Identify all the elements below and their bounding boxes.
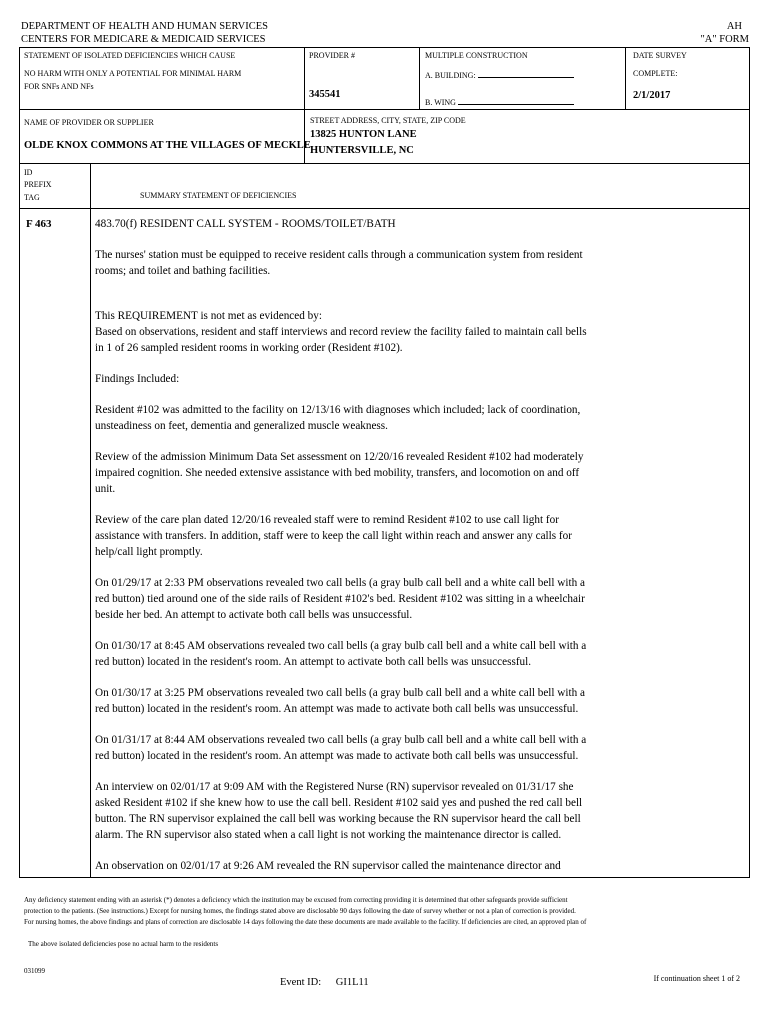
wing-label: B. WING (425, 98, 456, 107)
paragraph-observation-0131: On 01/31/17 at 8:44 AM observations revealed two call bells (a gray bulb call bell and a white call bell with a red button) located in the resident's room. An attempt was made to activate both call bells was unsuccessful. (95, 734, 587, 762)
complete-label: COMPLETE: (633, 69, 678, 78)
statement-label: STATEMENT OF ISOLATED DEFICIENCIES WHICH CAUSE (24, 51, 236, 60)
provider-label: PROVIDER # (309, 51, 356, 60)
border-right (749, 47, 750, 877)
paragraph-not-met: This REQUIREMENT is not met as evidenced by: Based on observations, resident and staff interviews and record review the facility failed to maintain call bells in 1 of 26 sampled resident rooms in working order (Resident #102). (95, 310, 587, 354)
id-label: ID (24, 168, 33, 177)
deficiency-body (95, 247, 743, 889)
address-label: STREET ADDRESS, CITY, STATE, ZIP CODE (310, 116, 466, 125)
statement-line-3: FOR SNFs AND NFs (24, 82, 94, 91)
deficiency-title: 483.70(f) RESIDENT CALL SYSTEM - ROOMS/TOILET/BATH (95, 218, 396, 230)
form-type: "A" FORM (700, 34, 749, 45)
agency-name: CENTERS FOR MEDICARE & MEDICAID SERVICES (21, 34, 266, 45)
disclaimer (24, 895, 744, 928)
provider-name-label: NAME OF PROVIDER OR SUPPLIER (24, 118, 154, 127)
continuation-note: If continuation sheet 1 of 2 (653, 974, 740, 983)
multiple-construction-label: MULTIPLE CONSTRUCTION (425, 51, 528, 60)
paragraph-interview: An interview on 02/01/17 at 9:09 AM with the Registered Nurse (RN) supervisor revealed on 01/31/17 she asked Resident #102 if she knew how to use the call bell. Resident #102 said yes and pushed the red call bell button. The RN supervisor explained the call bell was working because the RN supervisor heard the call bell alarm. The RN supervisor also stated when a call light is not working the maintenance director is called. (95, 781, 583, 841)
rule-top (19, 47, 750, 48)
wing-blank (458, 95, 574, 105)
event-id-value: GI1L11 (335, 977, 369, 988)
date-survey-label: DATE SURVEY (633, 51, 687, 60)
disclaimer-line-1: Any deficiency statement ending with an asterisk (*) denotes a deficiency which the institution may be excused from correcting providing it is determined that other safeguards provide sufficient (24, 896, 568, 904)
divider-date (625, 47, 626, 109)
form-number: 031099 (24, 967, 45, 975)
rule-row2-bottom (19, 163, 750, 164)
harm-note: The above isolated deficiencies pose no actual harm to the residents (28, 940, 219, 948)
divider-multiple (419, 47, 420, 109)
disclaimer-line-2: protection to the patients. (See instructions.) Except for nursing homes, the findings stated above are disclosable 90 days following the date of survey whether or not a plan of correction is provided. (24, 907, 576, 915)
divider-tag-column (90, 163, 91, 877)
building-field (425, 68, 574, 81)
paragraph-observation-0129: On 01/29/17 at 2:33 PM observations revealed two call bells (a gray bulb call bell and a white call bell with a red button) tied around one of the side rails of Resident #102's bed. Resident #102 was sitting in a wheelchair beside her bed. An attempt to activate both call bells was unsuccessful. (95, 577, 585, 621)
paragraph-observation-0130-am: On 01/30/17 at 8:45 AM observations revealed two call bells (a gray bulb call bell and a white call bell with a red button) located in the resident's room. An attempt to activate both call bells was unsuccessful. (95, 640, 587, 668)
provider-number: 345541 (309, 89, 341, 100)
paragraph-mds-review: Review of the admission Minimum Data Set assessment on 12/20/16 revealed Resident #102 had moderately impaired cognition. She needed extensive assistance with bed mobility, transfers, and locomotion on and off unit. (95, 451, 584, 495)
paragraph-observation-0201: An observation on 02/01/17 at 9:26 AM revealed the RN supervisor called the maintenance director and (95, 860, 561, 872)
disclaimer-line-3: For nursing homes, the above findings and plans of correction are disclosable 14 days following the date these documents are made available to the facility. If deficiencies are cited, an approved plan of (24, 918, 587, 926)
wing-field (425, 95, 574, 108)
event-id (280, 977, 369, 988)
form-code-ah: AH (726, 21, 742, 32)
event-id-label: Event ID: (280, 977, 322, 988)
paragraph-admission: Resident #102 was admitted to the facility on 12/13/16 with diagnoses which included; lack of coordination, unsteadiness on feet, dementia and generalized muscle weakness. (95, 404, 581, 432)
tag-label: TAG (24, 193, 40, 202)
paragraph-requirement: The nurses' station must be equipped to receive resident calls through a communication system from resident rooms; and toilet and bathing facilities. (95, 249, 583, 277)
border-left (19, 47, 20, 877)
statement-line-2: NO HARM WITH ONLY A POTENTIAL FOR MINIMAL HARM (24, 69, 242, 78)
street-address: 13825 HUNTON LANE (310, 129, 417, 140)
deficiency-tag: F 463 (26, 218, 52, 230)
summary-header: SUMMARY STATEMENT OF DEFICIENCIES (140, 191, 297, 200)
prefix-label: PREFIX (24, 180, 52, 189)
rule-row1-bottom (19, 109, 750, 110)
department-name: DEPARTMENT OF HEALTH AND HUMAN SERVICES (21, 21, 268, 32)
paragraph-care-plan: Review of the care plan dated 12/20/16 revealed staff were to remind Resident #102 to use call light for assistance with transfers. In addition, staff were to keep the call light within reach and answer any calls for help/call light promptly. (95, 514, 572, 558)
paragraph-findings-header: Findings Included: (95, 373, 180, 385)
paragraph-observation-0130-pm: On 01/30/17 at 3:25 PM observations revealed two call bells (a gray bulb call bell and a white call bell with a red button) located in the resident's room. An attempt was made to activate both call bells was unsuccessful. (95, 687, 585, 715)
provider-name: OLDE KNOX COMMONS AT THE VILLAGES OF MECKLE (24, 140, 311, 151)
survey-date: 2/1/2017 (633, 90, 671, 101)
building-label: A. BUILDING: (425, 71, 476, 80)
city-state: HUNTERSVILLE, NC (310, 145, 414, 156)
rule-columns-bottom (19, 208, 750, 209)
building-blank (478, 68, 574, 78)
